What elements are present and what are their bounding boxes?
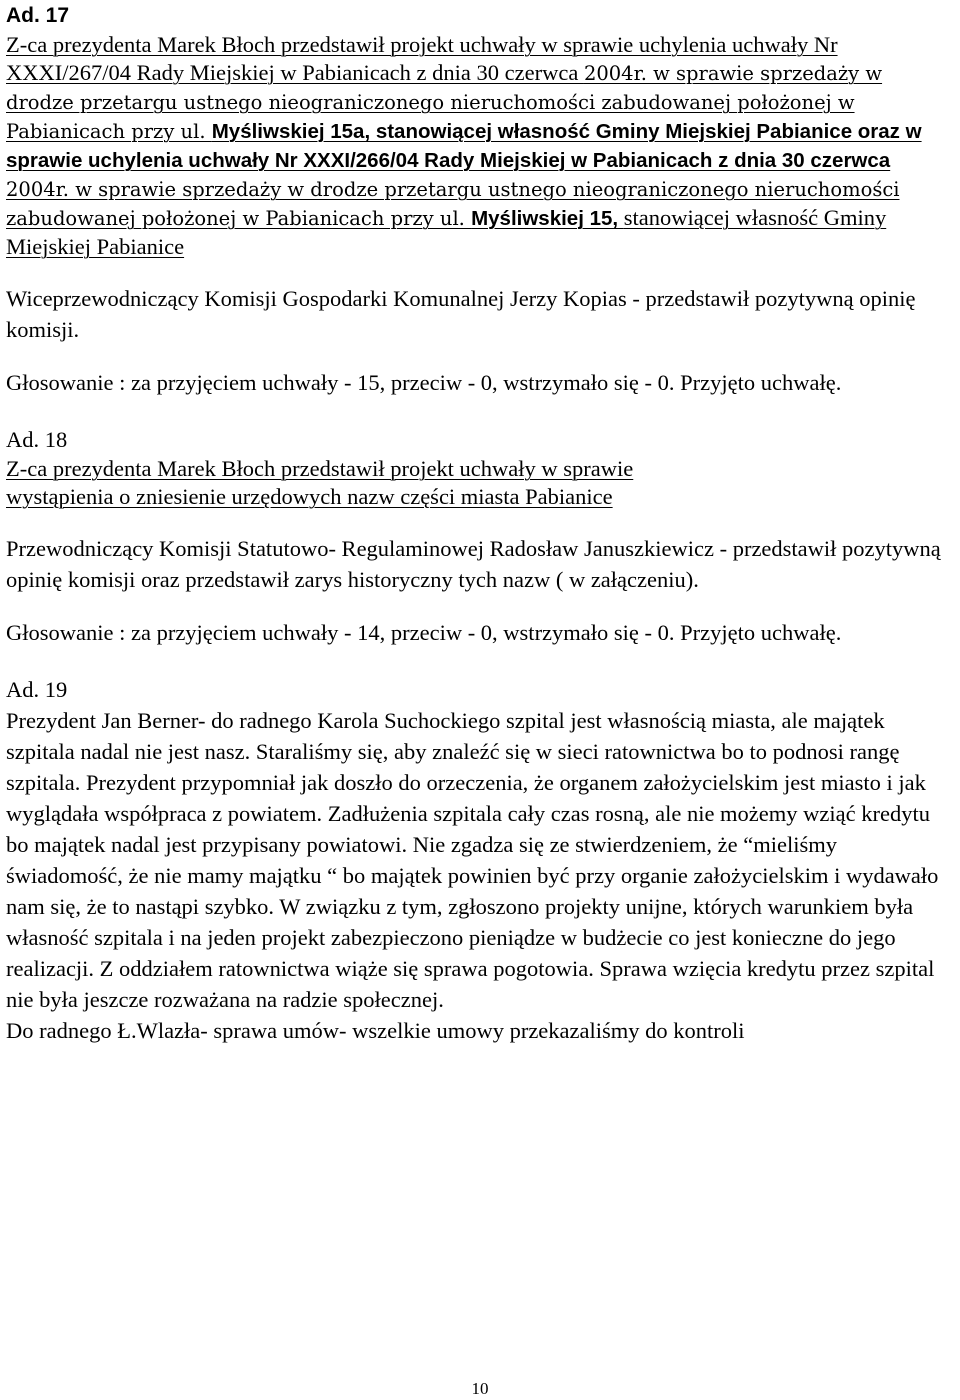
motion-segment: Myśliwskiej 15a, stanowiącej własność Gminy Miejskiej Pabianice oraz w sprawie uchylenia uchwały Nr XXXI/266/04 Rady Miejskiej w Pabianicach z dnia 30 czerwca (6, 120, 922, 172)
document-body (6, 0, 954, 1046)
president-response-continued: Do radnego Ł.Wlazła- sprawa umów- wszelkie umowy przekazaliśmy do kontroli (6, 1018, 745, 1043)
motion-segment: Z-ca prezydenta Marek Błoch przedstawił projekt uchwały w sprawie uchylenia uchwały Nr XXXI/267/04 Rady Miejskiej w Pabianicach z dnia 30 czerwca (6, 32, 838, 85)
committee-opinion: Wiceprzewodniczący Komisji Gospodarki Komunalnej Jerzy Kopias - przedstawił pozytywną opinię komisji. (6, 286, 916, 342)
motion-segment: Z-ca prezydenta Marek Błoch przedstawił projekt uchwały w sprawie (6, 456, 634, 481)
president-response: Prezydent Jan Berner- do radnego Karola Suchockiego szpital jest własnością miasta, ale majątek szpitala nadal nie jest nasz. Staraliśmy się, aby znaleźć się w sieci ratownictwa bo to podnosi rangę szpitala. Prezydent przypomniał jak doszło do orzeczenia, że organem założycielskim jest miasto i jak wyglądała współpraca z powiatem. Zadłużenia szpitala cały czas rosną, ale nie możemy wziąć kredytu bo majątek nadal jest przypisany powiatowi. Nie zgadza się ze stwierdzeniem, że “mieliśmy świadomość, że nie mamy majątku “ bo majątek powinien być przy organie założycielskim i wydawało nam się, że to nastąpi szybko. W związku z tym, zgłoszono projekty unijne, których warunkiem była własność szpitala i na jeden projekt zabezpieczono pieniądze w budżecie co jest konieczne do jego realizacji. Z oddziałem ratownictwa wiąże się sprawa pogotowia. Sprawa wzięcia kredytu przez szpital nie była jeszcze rozważana na radzie społecznej. (6, 708, 939, 1012)
motion-segment: 2004r. w sprawie sprzedaży w drodze przetargu ustnego nieograniczonego nieruchomości zabudowanej położonej w Pabianicach przy ul. (6, 62, 883, 143)
committee-opinion: Przewodniczący Komisji Statutowo- Regulaminowej Radosław Januszkiewicz - przedstawił pozytywną opinię komisji oraz przedstawił zarys historyczny tych nazw ( w załączeniu). (6, 536, 941, 592)
agenda-item-heading: Ad. 18 (6, 427, 68, 452)
motion-segment: 2004r. w sprawie sprzedaży w drodze przetargu ustnego nieograniczonego nieruchomości zabudowanej położonej w Pabianicach przy ul. (6, 178, 900, 230)
vote-result: Głosowanie : za przyjęciem uchwały - 15, przeciw - 0, wstrzymało się - 0. Przyjęto uchwałę. (6, 370, 842, 395)
motion-text (6, 455, 954, 511)
page-number: 10 (471, 1379, 489, 1398)
motion-text (6, 31, 954, 261)
motion-segment: wystąpienia o zniesienie urzędowych nazw części miasta Pabianice (6, 484, 613, 509)
agenda-item-heading: Ad. 19 (6, 677, 68, 702)
agenda-item-heading: Ad. 17 (6, 4, 70, 27)
vote-result: Głosowanie : za przyjęciem uchwały - 14, przeciw - 0, wstrzymało się - 0. Przyjęto uchwałę. (6, 620, 842, 645)
motion-segment: stanowiącej własność Gminy Miejskiej Pabianice (6, 205, 887, 259)
motion-segment: Myśliwskiej 15, (471, 207, 624, 230)
